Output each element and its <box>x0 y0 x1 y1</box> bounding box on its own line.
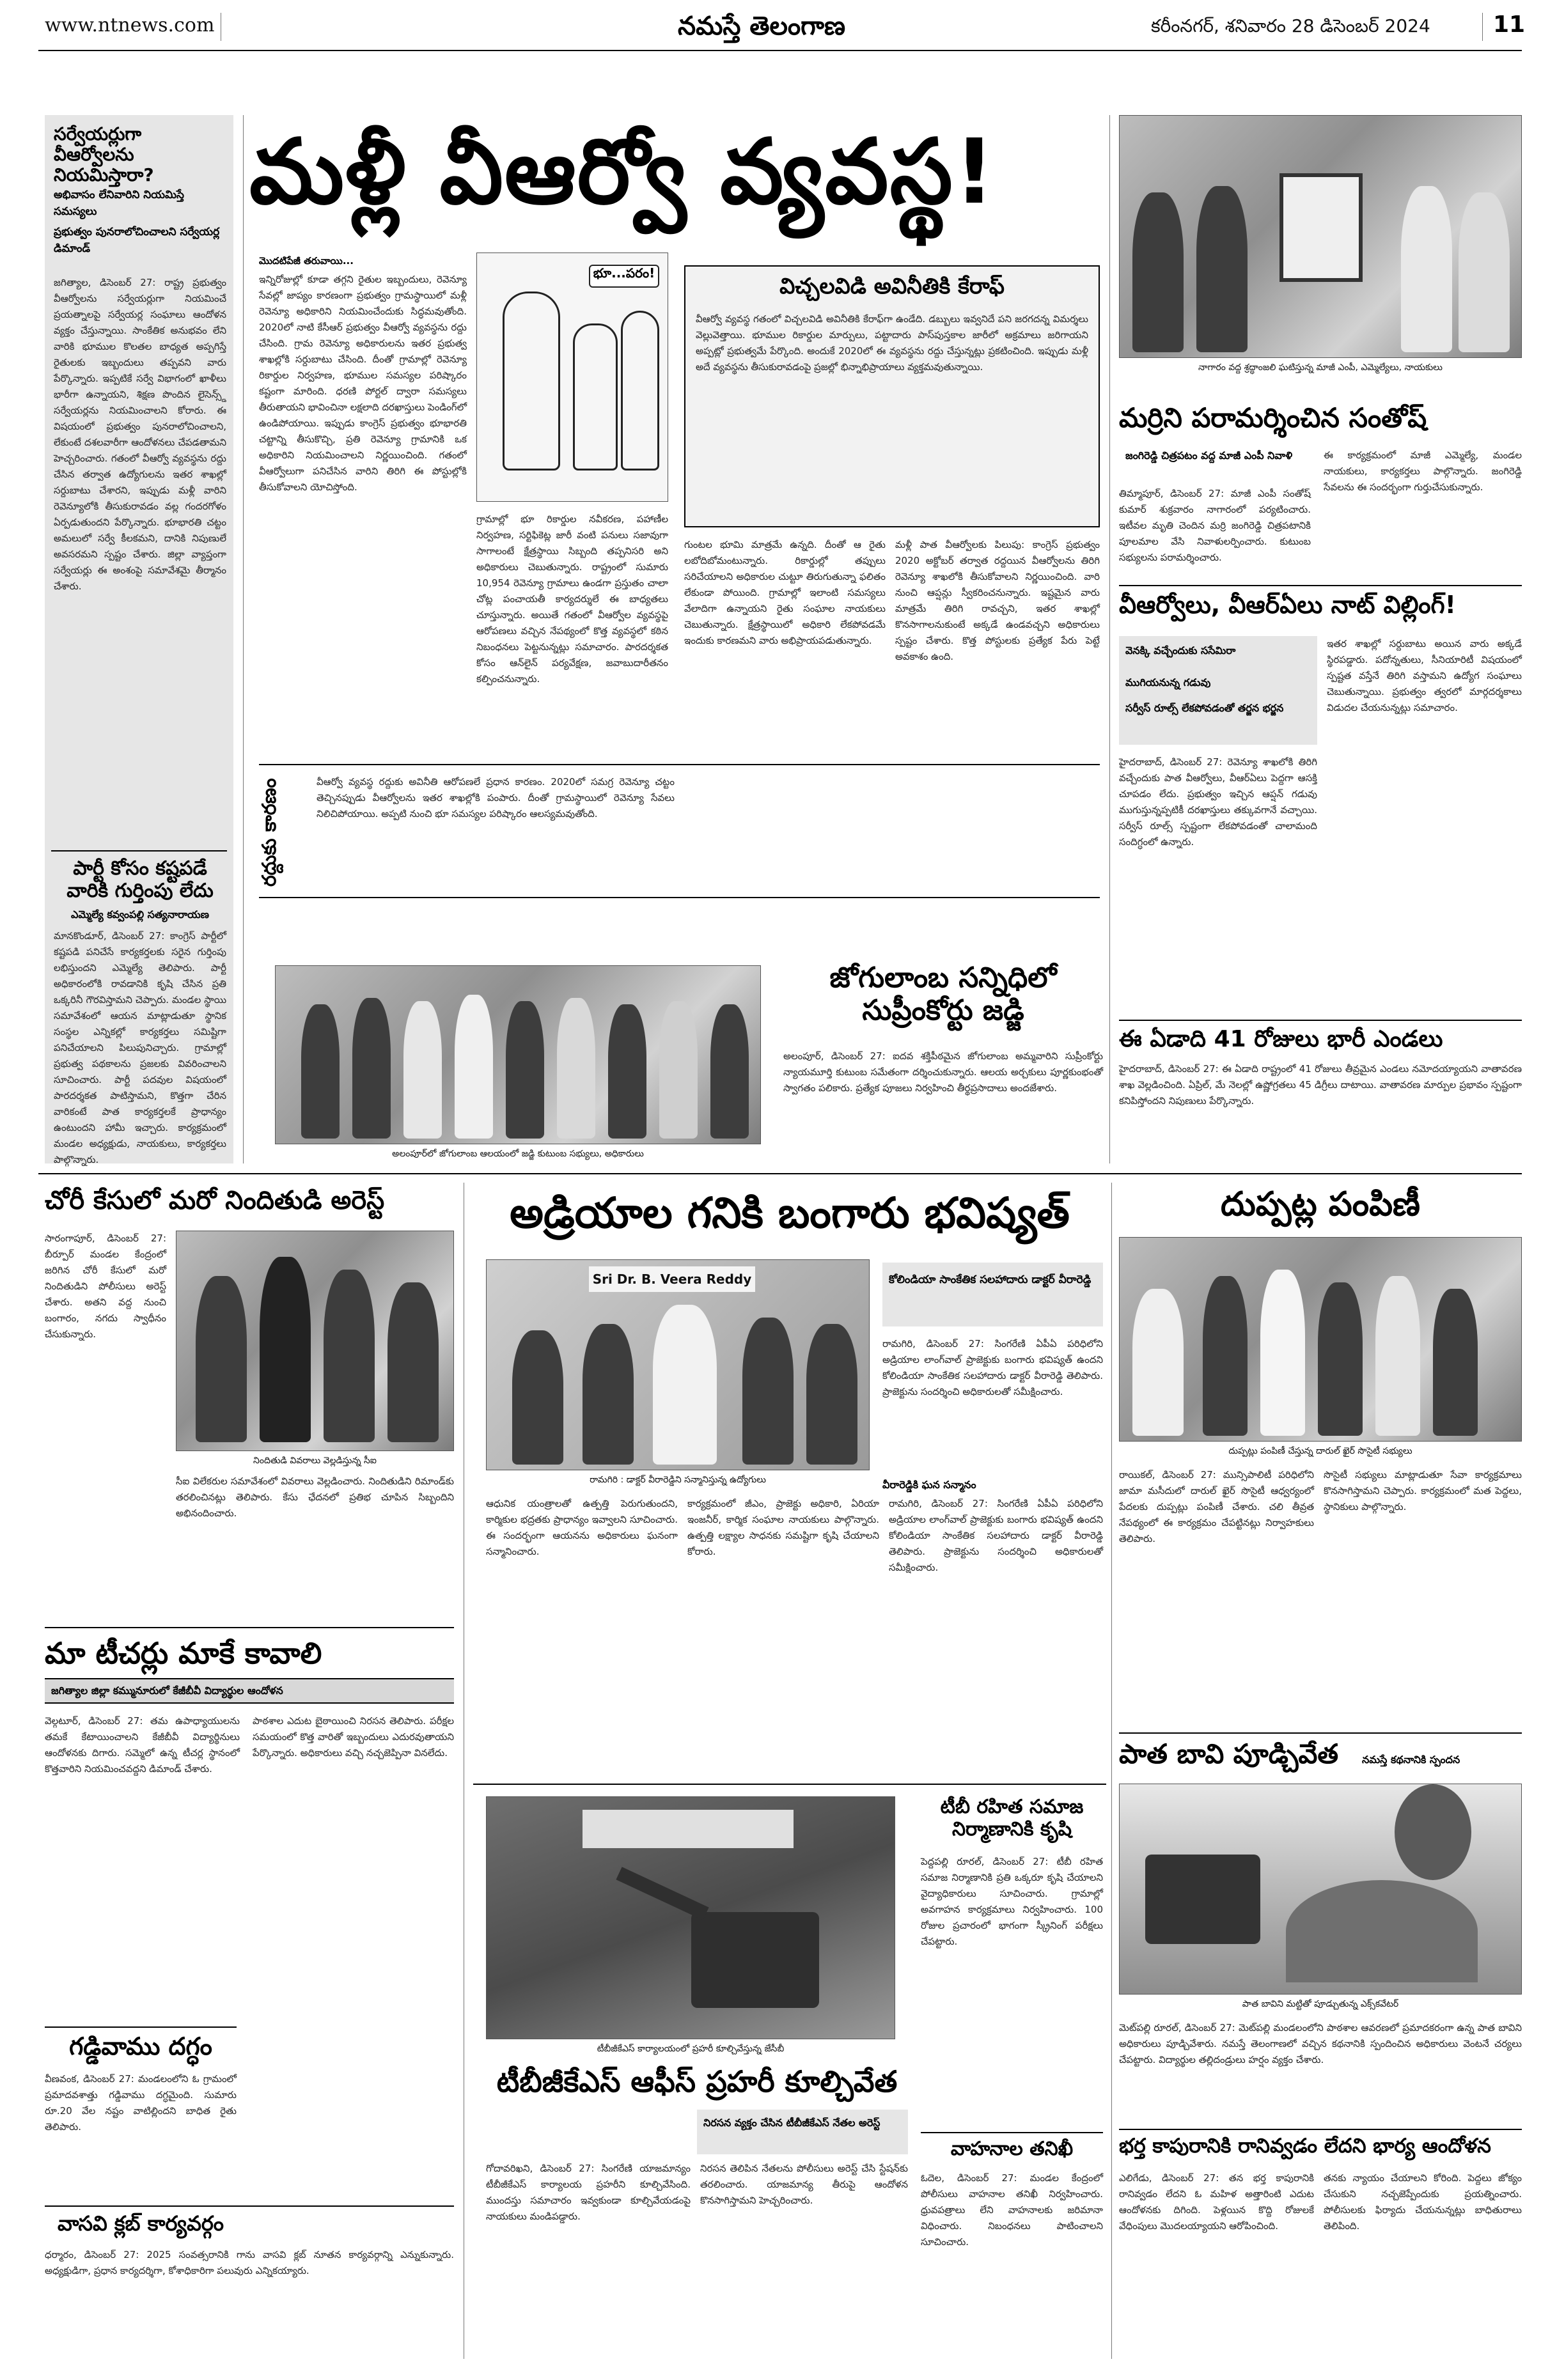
demolition-bullet-box <box>697 2110 908 2154</box>
gaddivamu-body: వీణవంక, డిసెంబర్ 27: మండలంలోని ఓ గ్రామంలో ప్రమాదవశాత్తు గడ్డివాము దగ్ధమైంది. సుమారు రూ.20 వేల నష్టం వాటిల్లిందని బాధిత రైతు తెలిపారు. <box>45 2073 240 2133</box>
person-figure <box>742 1318 794 1465</box>
santosh-body-a: తిమ్మాపూర్, డిసెంబర్ 27: మాజీ ఎంపీ సంతోష్ కుమార్ శుక్రవారం నాగారంలో పర్యటించారు. ఇటీవల మృతి చెందిన మర్రి జంగిరెడ్డి చిత్రపటానికి పూలమాల వేసి నివాళులర్పించారు. కుటుంబ సభ్యులను పరామర్శించారు. <box>1119 488 1314 563</box>
person-figure <box>659 1001 698 1139</box>
well-photo-caption: పాత బావిని మట్టితో పూడ్చుతున్న ఎక్స్‌కవేటర్ <box>1242 1999 1399 2009</box>
vro-willing-bullets <box>1119 636 1317 745</box>
adriyala-bullet: కోలిండియా సాంకేతిక సలహాదారు డాక్టర్ వీరారెడ్డి <box>889 1273 1091 1286</box>
demolition-bullet: నిరసన వ్యక్తం చేసిన టీబీజీకేఎస్ నేతల అరెస్ట్ <box>703 2117 880 2129</box>
corruption-box <box>684 265 1100 527</box>
teachers-bullet: జగిత్యాల జిల్లా కమ్మునూరులో కేజీబీవీ విద్యార్థుల ఆందోళన <box>51 1684 283 1697</box>
vro-bullet: సర్వీస్ రూల్స్ లేకపోవడంతో తర్జన భర్జన <box>1125 702 1284 714</box>
adriyala-side-label: వీరారెడ్డికి ఘన సన్మానం <box>882 1479 976 1491</box>
theft-body-b: సీఐ విలేకరుల సమావేశంలో వివరాలు వెల్లడించారు. నిందితుడిని రిమాండ్‌కు తరలించినట్లు తెలిపారు. కేసు ఛేదనలో ప్రతిభ చూపిన సిబ్బందిని అభినందించారు. <box>176 1475 457 1519</box>
tree-shape <box>1395 1784 1471 1880</box>
vehicle-check-headline: వాహనాల తనిఖీ <box>950 2138 1074 2160</box>
vehicle-check-body: ఓదెల, డిసెంబర్ 27: మండల కేంద్రంలో పోలీసులు వాహనాల తనిఖీ నిర్వహించారు. ధ్రువపత్రాలు లేని వాహనాలకు జరిమానా విధించారు. నిబంధనలు పాటించాలని సూచించారు. <box>921 2172 1106 2248</box>
demolition-photo <box>486 1796 895 2039</box>
person-figure <box>653 1305 717 1465</box>
site-url[interactable]: www.ntnews.com <box>45 14 215 36</box>
excavator-arm <box>616 1867 708 1920</box>
reason-sidebox <box>259 764 1100 898</box>
person-figure <box>506 1001 544 1139</box>
section-rule <box>45 2026 237 2028</box>
lead-intro-label: మొదటిపేజీ తరువాయి... <box>259 255 354 267</box>
dupatta-photo <box>1119 1237 1522 1442</box>
tb-headline: టీబీ రహిత సమాజ నిర్మాణానికి కృషి <box>940 1796 1084 1840</box>
cartoon-figure <box>621 311 659 471</box>
adriyala-photo-caption: రామగిరి : డాక్టర్ వీరారెడ్డిని సన్మానిస్తున్న ఉద్యోగులు <box>590 1475 766 1485</box>
person-figure <box>1433 1289 1478 1436</box>
middle-rule <box>38 1173 1522 1174</box>
corruption-box-body: వీఆర్వో వ్యవస్థ గతంలో విచ్చలవిడి అవినీతికి కేరాఫ్‌గా ఉండేది. డబ్బులు ఇవ్వనిదే పని జరగదన్న విమర్శలు వెల్లువెత్తాయి. భూముల రికార్డుల మార్పులు, పట్టాదారు పాస్‌పుస్తకాల జారీలో అక్రమాలు జరిగాయని అప్పట్లో ప్రభుత్వమే పేర్కొంది. అందుకే 2020లో ఈ వ్యవస్థను రద్దు చేస్తున్నట్లు ప్రకటించింది. ఇప్పుడు మళ్లీ అదే వ్యవస్థను తీసుకురావడంపై ప్రజల్లో భిన్నాభిప్రాయాలు వ్యక్తమవుతున్నాయి. <box>696 313 1091 373</box>
demolition-body-b: నిరసన తెలిపిన నేతలను పోలీసులు అరెస్ట్ చేసి స్టేషన్‌కు తరలించారు. యాజమాన్య తీరుపై ఆందోళన కొనసాగిస్తామని హెచ్చరించారు. <box>700 2163 911 2206</box>
soil-mound <box>1286 1880 1478 1982</box>
vro-bullet: వెనక్కి వచ్చేందుకు ససేమిరా <box>1125 644 1236 657</box>
lead-body-col2: గ్రామాల్లో భూ రికార్డుల నవీకరణ, పహాణీల నిర్వహణ, సర్టిఫికెట్ల జారీ వంటి పనులు సజావుగా సాగాలంటే క్షేత్రస్థాయి సిబ్బంది తప్పనిసరి అని అధికారులు చెబుతున్నారు. రాష్ట్రంలో సుమారు 10,954 రెవెన్యూ గ్రామాలు ఉండగా ప్రస్తుతం చాలా చోట్ల పంచాయతీ కార్యదర్శులే ఈ బాధ్యతలు చూస్తున్నారు. అయితే గతంలో వీఆర్వోల వ్యవస్థపై ఆరోపణలు వచ్చిన నేపథ్యంలో కొత్త వ్యవస్థలో కఠిన నిబంధనలు పెట్టనున్నట్లు సమాచారం. పారదర్శకత కోసం ఆన్‌లైన్ పర్యవేక్షణ, జవాబుదారీతనం కల్పించనున్నారు. <box>476 513 671 685</box>
demolition-body-a: గోదావరిఖని, డిసెంబర్ 27: సింగరేణి యాజమాన్యం టీబీజీకేఎస్ కార్యాలయ ప్రహరీని కూల్చివేసింది. ముందస్తు సమాచారం ఇవ్వకుండా కూల్చివేయడంపై నాయకులు మండిపడ్డారు. <box>486 2163 694 2222</box>
demolition-photo-caption: టీబీజీకేఎస్ కార్యాలయంలో ప్రహరీ కూల్చివేస్తున్న జేసీబీ <box>597 2044 785 2054</box>
masthead <box>0 0 1557 58</box>
person-figure <box>1132 1289 1184 1436</box>
well-tag: నమస్తే కథనానికి స్పందన <box>1362 1754 1460 1766</box>
husband-headline: భర్త కాపురానికి రానివ్వడం లేదని భార్య ఆందోళన <box>1119 2135 1491 2158</box>
person-figure <box>260 1257 311 1442</box>
theft-photo-caption: నిందితుడి వివరాలు వెల్లడిస్తున్న సీఐ <box>253 1456 377 1466</box>
section-rule <box>473 1784 1106 1785</box>
survey-bullet: ప్రభుత్వం పునరాలోచించాలని సర్వేయర్ల డిమాండ్ <box>54 226 220 255</box>
person-figure <box>583 1324 634 1465</box>
lead-continued-col4: మళ్లీ పాత వీఆర్వోలకు పిలుపు: కాంగ్రెస్ ప్రభుత్వం 2020 అక్టోబర్ తర్వాత రద్దయిన వీఆర్వోలను తిరిగి రెవెన్యూ శాఖలోకి తీసుకోవాలని నిర్ణయించింది. వారి నుంచి ఆప్షన్లు స్వీకరించనున్నారు. ఇష్టమైన వారు మాత్రమే తిరిగి రావచ్చని, ఇతర శాఖల్లో కొనసాగాలనుకుంటే అక్కడే ఉండవచ్చని అధికారులు స్పష్టం చేశారు. కొత్త పోస్టులకు ప్రత్యేక పేరు పెట్టే అవకాశం ఉంది. <box>895 539 1103 662</box>
person-figure <box>1203 1276 1248 1436</box>
judge-headline: జోగులాంబ సన్నిధిలో సుప్రీంకోర్టు జడ్జి <box>829 961 1057 1027</box>
excavator-shape <box>691 1912 819 2008</box>
edition-date: కరీంనగర్, శనివారం 28 డిసెంబర్ 2024 <box>1151 15 1430 36</box>
lead-cartoon <box>476 253 668 502</box>
person-figure <box>1318 1282 1363 1436</box>
teachers-body-a: వెల్గటూర్, డిసెంబర్ 27: తమ ఉపాధ్యాయులను తమకే కేటాయించాలని కేజీబీవీ విద్యార్థినులు ఆందోళనకు దిగారు. సమ్మెలో ఉన్న టీచర్ల స్థానంలో కొత్తవారిని నియమించవద్దని డిమాండ్ చేశారు. <box>45 1715 243 1775</box>
adriyala-photo <box>486 1259 870 1470</box>
tb-body: పెద్దపల్లి రూరల్, డిసెంబర్ 27: టీబీ రహిత సమాజ నిర్మాణానికి ప్రతి ఒక్కరూ కృషి చేయాలని వైద్యాధికారులు సూచించారు. గ్రామాల్లో అవగాహన కార్యక్రమాలు నిర్వహించారు. 100 రోజుల ప్రచారంలో భాగంగా స్క్రీనింగ్ పరీక్షలు చేపట్టారు. <box>921 1856 1106 1947</box>
section-rule <box>45 1627 454 1628</box>
column-rule <box>1111 1183 1112 2359</box>
reason-label: రద్దుకు కారణం <box>258 778 281 887</box>
page-number: 11 <box>1493 12 1526 38</box>
person-figure <box>512 1330 563 1465</box>
section-rule <box>1119 1020 1522 1021</box>
section-rule <box>1119 2129 1522 2130</box>
reason-body: వీఆర్వో వ్యవస్థ రద్దుకు అవినీతి ఆరోపణలే ప్రధాన కారణం. 2020లో సమగ్ర రెవెన్యూ చట్టం తెచ్చినప్పుడు వీఆర్వోలను ఇతర శాఖల్లోకి పంపారు. దీంతో గ్రామస్థాయిలో రెవెన్యూ సేవలు నిలిచిపోయాయి. అప్పటి నుంచి భూ సమస్యల పరిష్కారం ఆలస్యమవుతోంది. <box>317 776 678 820</box>
section-rule <box>921 2132 1103 2133</box>
person-figure <box>1401 186 1452 352</box>
party-title: పార్టీ కోసం కష్టపడే వారికి గుర్తింపు లేదు <box>67 857 214 902</box>
vasavi-headline: వాసవి క్లబ్ కార్యవర్గం <box>57 2211 224 2236</box>
theft-headline: చోరీ కేసులో మరో నిందితుడి అరెస్ట్ <box>45 1186 385 1215</box>
tribute-photo <box>1119 115 1522 358</box>
person-figure <box>1196 186 1248 352</box>
well-headline: పాత బావి పూడ్చివేత <box>1119 1738 1339 1769</box>
cartoon-figure <box>573 323 618 471</box>
person-figure <box>352 998 391 1139</box>
party-body: మానకొండూర్, డిసెంబర్ 27: కాంగ్రెస్ పార్టీలో కష్టపడి పనిచేసే కార్యకర్తలకు సరైన గుర్తింపు లభిస్తుందని ఎమ్మెల్యే తెలిపారు. పార్టీ అధికారంలోకి రావడానికి కృషి చేసిన ప్రతి ఒక్కరినీ గౌరవిస్తామని చెప్పారు. మండల స్థాయి సమావేశంలో ఆయన మాట్లాడుతూ స్థానిక సంస్థల ఎన్నికల్లో కార్యకర్తలు సమిష్టిగా పనిచేయాలని పిలుపునిచ్చారు. గ్రామాల్లో ప్రభుత్వ పథకాలను ప్రజలకు వివరించాలని సూచించారు. పార్టీ పదవుల విషయంలో పారదర్శకత పాటిస్తామని, కొత్తగా చేరిన వారికంటే పాత కార్యకర్తలకే ప్రాధాన్యం ఉంటుందని హామీ ఇచ్చారు. కార్యక్రమంలో మండల అధ్యక్షుడు, నాయకులు, కార్యకర్తలు పాల్గొన్నారు. <box>54 930 230 1165</box>
lead-continued-col3: గుంటల భూమి మాత్రమే ఉన్నది. దీంతో ఆ రైతు లబోదిబోమంటున్నారు. రికార్డుల్లో తప్పులు సరిచేయాలని అధికారుల చుట్టూ తిరుగుతున్నా ఫలితం లేకుండా పోయింది. గ్రామాల్లో ఇలాంటి సమస్యలు వేలాదిగా ఉన్నాయని రైతు సంఘాల నాయకులు చెబుతున్నారు. క్షేత్రస్థాయిలో అధికారి లేకపోవడమే ఇందుకు కారణమని వారు అభిప్రాయపడుతున్నారు. <box>684 539 889 646</box>
person-figure <box>710 1004 749 1139</box>
teachers-body-b: పాఠశాల ఎదుట బైఠాయించి నిరసన తెలిపారు. పరీక్షల సమయంలో కొత్త వారితో ఇబ్బందులు ఎదురవుతాయని పేర్కొన్నారు. అధికారులు వచ్చి నచ్చజెప్పినా వినలేదు. <box>253 1715 457 1759</box>
santosh-headline: మర్రిని పరామర్శించిన సంతోష్ <box>1119 402 1427 433</box>
adriyala-body-d: రామగిరి, డిసెంబర్ 27: సింగరేణి ఏపీఏ పరిధిలోని అడ్రియాల లాంగ్‌వాల్ ప్రాజెక్టుకు బంగారు భవిష్యత్ ఉందని కోలిండియా సాంకేతిక సలహాదారు డాక్టర్ వీరారెడ్డి తెలిపారు. ప్రాజెక్టును సందర్శించి అధికారులతో సమీక్షించారు. <box>889 1498 1106 1573</box>
judge-body: అలంపూర్, డిసెంబర్ 27: ఐదవ శక్తిపీఠమైన జోగులాంబ అమ్మవారిని సుప్రీంకోర్టు న్యాయమూర్తి కుటుంబ సమేతంగా దర్శించుకున్నారు. ఆలయ అర్చకులు పూర్ణకుంభంతో స్వాగతం పలికారు. ప్రత్యేక పూజలు నిర్వహించి తీర్థప్రసాదాలు అందజేశారు. <box>783 1050 1106 1094</box>
vasavi-body: ధర్మారం, డిసెంబర్ 27: 2025 సంవత్సరానికి గాను వాసవి క్లబ్ నూతన కార్యవర్గాన్ని ఎన్నుకున్నారు. అధ్యక్షుడిగా, ప్రధాన కార్యదర్శిగా, కోశాధికారిగా పలువురు ఎన్నికయ్యారు. <box>45 2249 457 2276</box>
heat-body: హైదరాబాద్, డిసెంబర్ 27: ఈ ఏడాది రాష్ట్రంలో 41 రోజులు తీవ్రమైన ఎండలు నమోదయ్యాయని వాతావరణ శాఖ వెల్లడించింది. ఏప్రిల్, మే నెలల్లో ఉష్ణోగ్రతలు 45 డిగ్రీలు దాటాయి. వాతావరణ మార్పుల ప్రభావం స్పష్టంగా కనిపిస్తోందని నిపుణులు పేర్కొన్నారు. <box>1119 1063 1525 1107</box>
survey-body: జగిత్యాల, డిసెంబర్ 27: రాష్ట్ర ప్రభుత్వం వీఆర్వోలను సర్వేయర్లుగా నియమించే ప్రయత్నాలపై సర్వేయర్ల సంఘాలు ఆందోళన వ్యక్తం చేస్తున్నాయి. సాంకేతిక అనుభవం లేని వారికి భూముల కొలతల బాధ్యత అప్పగిస్తే రైతులకు ఇబ్బందులు తప్పవని వారు పేర్కొన్నారు. ఇప్పటికే సర్వే విభాగంలో ఖాళీలు భారీగా ఉన్నాయని, శిక్షణ పొందిన లైసెన్స్డ్ సర్వేయర్లను నియమించాలని కోరారు. ఈ విషయంలో ప్రభుత్వం పునరాలోచించాలని, లేకుంటే దశలవారీగా ఆందోళనలు చేపడతామని హెచ్చరించారు. గతంలో వీఆర్వో వ్యవస్థను రద్దు చేసిన తర్వాత ఉద్యోగులను ఇతర శాఖల్లో సర్దుబాటు చేశారని, ఇప్పుడు మళ్లీ వారిని రెవెన్యూలోకి తీసుకురావడం వల్ల గందరగోళం ఏర్పడుతుందని పేర్కొన్నారు. భూభారతి చట్టం అమలులో సర్వే కీలకమని, దానికి నిపుణులే అవసరమని స్పష్టం చేశారు. జిల్లా వ్యాప్తంగా సర్వేయర్లు ఈ అంశంపై సమావేశమై తీర్మానం చేశారు. <box>54 277 230 592</box>
husband-body-a: ఎలిగేడు, డిసెంబర్ 27: తన భర్త కాపురానికి రానివ్వడం లేదని ఓ మహిళ అత్తారింటి ఎదుట ఆందోళనకు దిగింది. పెళ్లయిన కొద్ది రోజులకే వేధింపులు మొదలయ్యాయని ఆరోపించింది. <box>1119 2172 1317 2232</box>
paper-name: నమస్తే తెలంగాణ <box>678 12 846 41</box>
teachers-bullet-bar <box>45 1678 454 1704</box>
survey-title: సర్వేయర్లుగా వీఆర్వోలను నియమిస్తారా? <box>54 123 154 186</box>
section-rule <box>1119 585 1522 586</box>
adriyala-body-c: కార్యక్రమంలో జీఎం, ప్రాజెక్టు అధికారి, ఏరియా ఇంజనీర్, కార్మిక సంఘాల నాయకులు పాల్గొన్నారు. ఉత్పత్తి లక్ష్యాల సాధనకు సమష్టిగా కృషి చేయాలని కోరారు. <box>687 1498 882 1557</box>
dupatta-body-a: రాయికల్, డిసెంబర్ 27: మున్సిపాలిటీ పరిధిలోని జామా మసీదులో దారుల్ ఖైర్ సొసైటీ ఆధ్వర్యంలో పేదలకు దుప్పట్లు పంపిణీ చేశారు. చలి తీవ్రత నేపథ్యంలో ఈ కార్యక్రమం చేపట్టినట్లు నిర్వాహకులు తెలిపారు. <box>1119 1469 1317 1544</box>
tribute-photo-caption: నాగారం వద్ద శ్రద్ధాంజలి ఘటిస్తున్న మాజీ ఎంపీ, ఎమ్మెల్యేలు, నాయకులు <box>1198 362 1443 373</box>
theft-photo <box>176 1231 454 1451</box>
person-figure <box>455 995 493 1139</box>
photo-banner: Sri Dr. B. Veera Reddy <box>589 1266 755 1292</box>
theft-body-a: సారంగాపూర్, డిసెంబర్ 27: బీర్పూర్ మండల కేంద్రంలో జరిగిన చోరీ కేసులో మరో నిందితుడిని పోలీసులు అరెస్ట్ చేశారు. అతని వద్ద నుంచి బంగారం, నగదు స్వాధీనం చేసుకున్నారు. <box>45 1233 169 1340</box>
dupatta-body-b: సొసైటీ సభ్యులు మాట్లాడుతూ సేవా కార్యక్రమాలు కొనసాగిస్తామని చెప్పారు. కార్యక్రమంలో మత పెద్దలు, స్థానికులు పాల్గొన్నారు. <box>1324 1469 1525 1513</box>
sidebar-rule <box>51 850 227 852</box>
person-figure <box>1260 1270 1305 1436</box>
well-photo <box>1119 1784 1522 1995</box>
cartoon-figure <box>503 292 560 471</box>
adriyala-body-a: రామగిరి, డిసెంబర్ 27: సింగరేణి ఏపీఏ పరిధిలోని అడ్రియాల లాంగ్‌వాల్ ప్రాజెక్టుకు బంగారు భవిష్యత్ ఉందని కోలిండియా సాంకేతిక సలహాదారు డాక్టర్ వీరారెడ్డి తెలిపారు. ప్రాజెక్టును సందర్శించి అధికారులతో సమీక్షించారు. <box>882 1338 1106 1397</box>
sidebar-column <box>45 115 233 1163</box>
judge-photo <box>275 965 761 1144</box>
person-figure <box>608 1004 646 1139</box>
vro-willing-body-a: హైదరాబాద్, డిసెంబర్ 27: రెవెన్యూ శాఖలోకి తిరిగి వచ్చేందుకు పాత వీఆర్వోలు, వీఆర్ఏలు పెద్దగా ఆసక్తి చూపడం లేదు. ప్రభుత్వం ఇచ్చిన ఆప్షన్ గడువు ముగుస్తున్నప్పటికీ దరఖాస్తులు తక్కువగానే వచ్చాయి. సర్వీస్ రూల్స్ స్పష్టంగా లేకపోవడంతో చాలామంది సందిగ్ధంలో ఉన్నారు. <box>1119 756 1320 848</box>
santosh-body-b: ఈ కార్యక్రమంలో మాజీ ఎమ్మెల్యే, మండల నాయకులు, కార్యకర్తలు పాల్గొన్నారు. జంగిరెడ్డి సేవలను ఈ సందర్భంగా గుర్తుచేసుకున్నారు. <box>1324 449 1525 493</box>
adriyala-bullet-box <box>882 1263 1103 1326</box>
survey-bullet: అభివాసం లేనివారిని నియమిస్తే సమస్యలు <box>54 189 184 218</box>
teachers-headline: మా టీచర్లు మాకే కావాలి <box>45 1636 322 1670</box>
building-banner <box>583 1810 794 1848</box>
adriyala-body-b: ఆధునిక యంత్రాలతో ఉత్పత్తి పెరుగుతుందని, కార్మికుల భద్రతకు ప్రాధాన్యం ఇవ్వాలని సూచించారు. ఈ సందర్భంగా ఆయనను అధికారులు ఘనంగా సన్మానించారు. <box>486 1498 681 1557</box>
person-figure <box>1459 192 1510 352</box>
person-figure <box>1375 1276 1420 1436</box>
heat-headline: ఈ ఏడాది 41 రోజులు భారీ ఎండలు <box>1119 1026 1443 1052</box>
person-figure <box>1132 192 1184 352</box>
portrait-frame <box>1279 173 1363 282</box>
dupatta-photo-caption: దుప్పట్లు పంపిణీ చేస్తున్న దారుల్ ఖైర్ సొసైటీ సభ్యులు <box>1228 1446 1412 1456</box>
person-figure <box>196 1276 247 1442</box>
well-body: మెట్‌పల్లి రూరల్, డిసెంబర్ 27: మెట్‌పల్లి మండలంలోని పాఠశాల ఆవరణలో ప్రమాదకరంగా ఉన్న పాత బావిని అధికారులు పూడ్చివేశారు. నమస్తే తెలంగాణలో వచ్చిన కథనానికి స్పందించిన అధికారులు వెంటనే చర్యలు చేపట్టారు. విద్యార్థుల తల్లిదండ్రులు హర్షం వ్యక్తం చేశారు. <box>1119 2022 1525 2065</box>
person-figure <box>324 1270 375 1442</box>
cartoon-label: భూ...పరం! <box>589 265 659 288</box>
person-figure <box>403 1001 442 1139</box>
corruption-box-title: విచ్చలవిడి అవినీతికి కేరాఫ్ <box>779 274 1005 299</box>
dupatta-headline: దుప్పట్ల పంపిణీ <box>1220 1185 1420 1224</box>
masthead-rule <box>38 50 1522 51</box>
section-rule <box>45 2205 454 2207</box>
gaddivamu-headline: గడ్డివాము దగ్ధం <box>69 2032 212 2060</box>
demolition-headline: టీబీజీకేఎస్ ఆఫీస్ ప్రహరీ కూల్చివేత <box>496 2064 898 2099</box>
masthead-divider <box>1482 13 1483 41</box>
person-figure <box>806 1324 857 1465</box>
vro-willing-body-b: ఇతర శాఖల్లో సర్దుబాటు అయిన వారు అక్కడే స్థిరపడ్డారు. పదోన్నతులు, సీనియారిటీ విషయంలో స్పష్టత వస్తేనే తిరిగి వస్తామని ఉద్యోగ సంఘాలు చెబుతున్నాయి. ప్రభుత్వం త్వరలో మార్గదర్శకాలు విడుదల చేయనున్నట్లు సమాచారం. <box>1327 638 1525 713</box>
santosh-bullet: జంగిరెడ్డి చిత్రపటం వద్ద మాజీ ఎంపీ నివాళి <box>1125 449 1293 462</box>
vro-willing-headline: వీఆర్వోలు, వీఆర్ఏలు నాట్ విల్లింగ్! <box>1119 591 1456 619</box>
lead-body-col1: ఇన్నిరోజుల్లో కూడా తగ్గని రైతుల ఇబ్బందులు, రెవెన్యూ సేవల్లో జాప్యం కారణంగా ప్రభుత్వం గ్రామస్థాయిలో మళ్లీ రెవెన్యూ అధికారిని నియమించేందుకు సిద్ధమవుతోంది. 2020లో నాటి కేసీఆర్ ప్రభుత్వం వీఆర్వో వ్యవస్థను రద్దు చేసింది. గ్రామ రెవెన్యూ అధికారులను ఇతర ప్రభుత్వ శాఖల్లోకి సర్దుబాటు చేసింది. దీంతో గ్రామాల్లో రెవెన్యూ రికార్డుల నిర్వహణ, భూముల సమస్యల పరిష్కారం కష్టంగా మారింది. ధరణి పోర్టల్ ద్వారా సమస్యలు తీరుతాయని భావించినా లక్షలాది దరఖాస్తులు పెండింగ్‌లో ఉండిపోయాయి. ఇప్పుడు కాంగ్రెస్ ప్రభుత్వం భూభారతి చట్టాన్ని తీసుకొచ్చి, ప్రతి రెవెన్యూ గ్రామానికి ఒక అధికారిని నియమించాలని నిర్ణయించింది. గతంలో వీఆర్వోలుగా పనిచేసిన వారిని తిరిగి ఈ పోస్టుల్లోకి తీసుకోవాలని యోచిస్తోంది. <box>259 274 470 493</box>
person-figure <box>387 1282 439 1442</box>
adriyala-headline: అడ్రియాల గనికి బంగారు భవిష్యత్ <box>510 1188 1070 1238</box>
vro-bullet: ముగియనున్న గడువు <box>1125 676 1211 688</box>
judge-photo-caption: అలంపూర్‌లో జోగులాంబ ఆలయంలో జడ్జి కుటుంబ సభ్యులు, అధికారులు <box>392 1149 644 1159</box>
column-rule <box>1109 115 1110 1163</box>
person-figure <box>557 998 595 1139</box>
party-subtitle: ఎమ్మెల్యే కవ్వంపల్లి సత్యనారాయణ <box>71 908 209 921</box>
section-rule <box>1119 1732 1522 1734</box>
person-figure <box>301 1004 340 1139</box>
lead-headline: మళ్లీ వీఆర్వో వ్యవస్థ! <box>249 120 996 224</box>
column-rule <box>243 115 244 1163</box>
husband-body-b: తనకు న్యాయం చేయాలని కోరింది. పెద్దలు జోక్యం చేసుకుని నచ్చజెప్పేందుకు ప్రయత్నించారు. పోలీసులకు ఫిర్యాదు చేయనున్నట్లు బాధితురాలు తెలిపింది. <box>1324 2172 1525 2232</box>
excavator-shape <box>1145 1855 1260 1944</box>
